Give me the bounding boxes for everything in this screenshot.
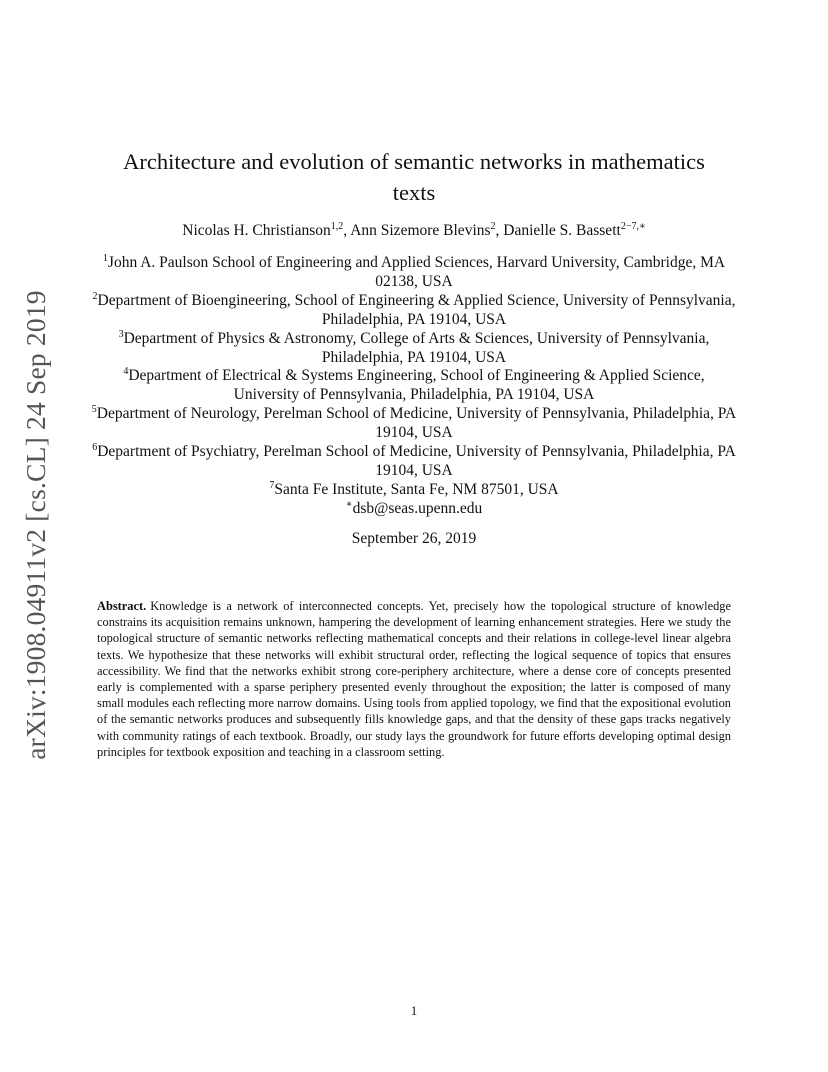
affiliation <box>90 292 738 330</box>
abstract <box>97 598 731 760</box>
author-name: Danielle S. Bassett <box>503 222 621 239</box>
affiliation-text: John A. Paulson School of Engineering and Applied Sciences, Harvard University, Cambridge, MA 02138, USA <box>107 254 726 290</box>
author-list <box>90 220 738 242</box>
affiliation-marker: 3 <box>118 328 124 340</box>
affiliation <box>90 405 738 443</box>
affiliation-text: Santa Fe Institute, Santa Fe, NM 87501, USA <box>274 480 559 498</box>
affiliation-text: Department of Physics & Astronomy, College of Arts & Sciences, University of Pennsylvania, Philadelphia, PA 19104, USA <box>123 329 710 366</box>
affiliation-text: Department of Psychiatry, Perelman School of Medicine, University of Pennsylvania, Philadelphia, PA 19104, USA <box>97 443 736 479</box>
arxiv-identifier: arXiv:1908.04911v2 [cs.CL] 24 Sep 2019 <box>20 289 51 760</box>
affiliation <box>90 254 738 292</box>
affiliation-text: Department of Neurology, Perelman School of Medicine, University of Pennsylvania, Philadelphia, PA 19104, USA <box>96 405 737 442</box>
author-name: Nicolas H. Christianson <box>182 222 331 239</box>
abstract-text: Knowledge is a network of interconnected concepts. Yet, precisely how the topological structure of knowledge constrains its acquisition remains unknown, hampering the development of learning enhancement strategies. Here we study the topological structure of semantic networks reflecting mathematical concepts and their relations in college-level linear algebra texts. We hypothesize that these networks will exhibit structural order, reflecting the logical sequence of topics that ensures accessibility. We find that the networks exhibit strong core-periphery architecture, where a dense core of concepts presented early is complemented with a sparse periphery presented evenly throughout the exposition; the latter is composed of many small modules each reflecting more narrow domains. Using tools from applied topology, we find that the expositional evolution of the semantic networks produces and subsequently fills knowledge gaps, and that the density of these gaps tracks negatively with community ratings of each textbook. Broadly, our study lays the groundwork for future efforts developing optimal design principles for textbook exposition and teaching in a classroom setting. <box>97 599 731 759</box>
affiliation-marker: 1 <box>102 253 108 264</box>
author <box>182 222 350 239</box>
author <box>503 222 645 239</box>
affiliation-list <box>90 254 738 519</box>
author-affiliation-marker: 1,2 <box>330 221 344 232</box>
affiliation-text: Department of Bioengineering, School of Engineering & Applied Science, University of Pennsylvania, Philadelphia, PA 19104, USA <box>97 291 736 328</box>
arxiv-sidebar <box>16 289 56 760</box>
affiliation-marker: 6 <box>92 442 98 454</box>
affiliation-marker: 4 <box>123 366 129 378</box>
affiliation <box>90 367 738 405</box>
publication-date: September 26, 2019 <box>351 530 477 547</box>
paper-title: Architecture and evolution of semantic networks in mathematics texts <box>123 149 705 205</box>
affiliation-marker: 2 <box>92 290 98 302</box>
author-affiliation-marker: 2 <box>490 221 496 232</box>
email-text: dsb@seas.upenn.edu <box>352 499 483 517</box>
affiliation <box>90 481 738 500</box>
affiliation-text: Department of Electrical & Systems Engineering, School of Engineering & Applied Science, University of Pennsylvania, Philadelphia, PA 19104, USA <box>128 367 705 404</box>
affiliation-marker: ∗ <box>345 498 353 510</box>
affiliation-marker: 5 <box>91 404 97 416</box>
corresponding-email <box>90 500 738 519</box>
author-affiliation-marker: 2−7,∗ <box>620 221 646 232</box>
abstract-label: Abstract. <box>97 599 147 613</box>
page-number: 1 <box>410 1003 418 1018</box>
author-name: Ann Sizemore Blevins <box>350 222 491 239</box>
author-separator: , <box>343 222 351 239</box>
affiliation-marker: 7 <box>269 479 275 491</box>
affiliation <box>90 443 738 481</box>
author <box>350 222 503 239</box>
affiliation <box>90 330 738 368</box>
author-separator: , <box>495 222 504 239</box>
